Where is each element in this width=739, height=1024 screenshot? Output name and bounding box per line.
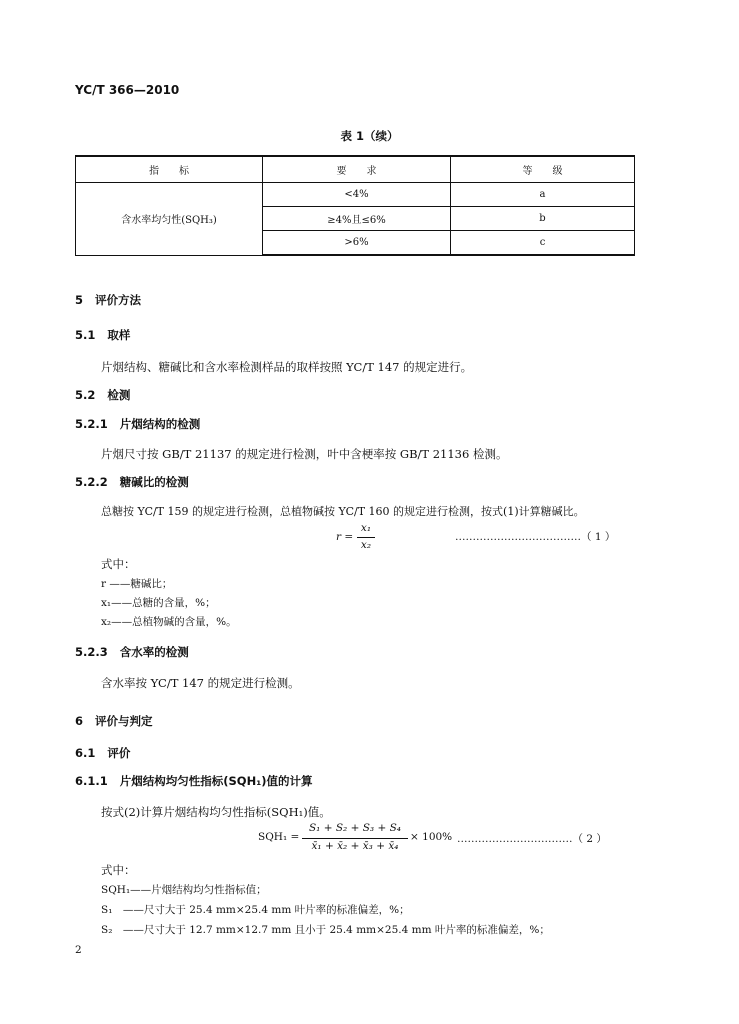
section-title: 评价 [107, 746, 131, 760]
section-title: 取样 [107, 328, 131, 342]
section-5-2-3-text: 含水率按 YC/T 147 的规定进行检测。 [101, 676, 300, 690]
section-title: 检测 [107, 388, 131, 402]
column-header-grade: 等 级 [451, 156, 635, 183]
section-number: 5 [75, 293, 84, 307]
formula-2-numerator: S₁ + S₂ + S₃ + S₄ [308, 822, 402, 834]
section-number: 6.1 [75, 746, 96, 760]
section-number: 5.2.3 [75, 645, 108, 659]
requirement-cell: <4% [263, 183, 451, 207]
table-caption: 表 1（续） [340, 129, 399, 143]
formula-1-numerator: x₁ [360, 522, 372, 534]
section-5-heading [75, 292, 141, 308]
requirement-cell: >6% [263, 231, 451, 256]
table-row [76, 183, 635, 207]
grade-cell: a [451, 183, 635, 207]
page-number: 2 [75, 944, 82, 956]
formula-1-lhs: r = [336, 531, 354, 543]
definition-item: S₂ ——尺寸大于 12.7 mm×12.7 mm 且小于 25.4 mm×25.4 mm 叶片率的标准偏差，%； [101, 924, 550, 936]
section-5-1-text: 片烟结构、糖碱比和含水率检测样品的取样按照 YC/T 147 的规定进行。 [101, 360, 473, 374]
definition-item: x₂——总植物碱的含量，%。 [101, 616, 237, 628]
section-number: 5.1 [75, 328, 96, 342]
column-header-requirement: 要 求 [263, 156, 451, 183]
section-number: 5.2.1 [75, 417, 108, 431]
section-5-2-1-text: 片烟尺寸按 GB/T 21137 的规定进行检测，叶中含梗率按 GB/T 21136 检测。 [101, 447, 508, 461]
formula-2-denominator: x̄₁ + x̄₂ + x̄₃ + x̄₄ [311, 840, 399, 852]
formula-2-number: ……………………………（ 2 ） [457, 833, 607, 845]
definition-item: S₁ ——尺寸大于 25.4 mm×25.4 mm 叶片率的标准偏差，%； [101, 904, 410, 916]
section-title: 片烟结构的检测 [119, 417, 201, 431]
requirements-table [75, 155, 635, 256]
definition-item: r ——糖碱比； [101, 578, 173, 590]
section-6-heading [75, 713, 153, 729]
section-5-2-2-text: 总糖按 YC/T 159 的规定进行检测，总植物碱按 YC/T 160 的规定进行检测，按式(1)计算糖碱比。 [101, 505, 585, 518]
section-6-1-1-text: 按式(2)计算片烟结构均匀性指标(SQH₁)值。 [101, 805, 331, 819]
column-header-indicator: 指 标 [76, 156, 263, 183]
section-5-2-1-heading [75, 416, 200, 432]
indicator-cell: 含水率均匀性(SQH₃) [76, 183, 263, 256]
section-number: 5.2.2 [75, 475, 108, 489]
definition-item: SQH₁——片烟结构均匀性指标值； [101, 884, 267, 896]
requirement-cell: ≥4%且≤6% [263, 207, 451, 231]
section-number: 6 [75, 714, 84, 728]
formula-1-denominator: x₂ [360, 539, 372, 551]
formula-2-tail: × 100% [410, 831, 453, 843]
formula-1-number: ………………………………（ 1 ） [455, 531, 616, 543]
section-6-1-heading [75, 745, 130, 761]
section-5-1-heading [75, 327, 130, 343]
where-label: 式中： [101, 557, 136, 571]
grade-cell: c [451, 231, 635, 256]
section-6-1-1-heading [75, 773, 313, 789]
formula-2-lhs: SQH₁ = [258, 831, 300, 843]
section-title: 含水率的检测 [119, 645, 189, 659]
section-number: 6.1.1 [75, 774, 108, 788]
grade-cell: b [451, 207, 635, 231]
document-code: YC/T 366—2010 [75, 83, 180, 97]
section-5-2-3-heading [75, 644, 189, 660]
section-number: 5.2 [75, 388, 96, 402]
section-5-2-heading [75, 387, 130, 403]
where-label: 式中： [101, 863, 136, 877]
section-5-2-2-heading [75, 474, 189, 490]
section-title: 片烟结构均匀性指标(SQH₁)值的计算 [119, 774, 313, 788]
section-title: 评价方法 [95, 293, 142, 307]
section-title: 评价与判定 [95, 714, 153, 728]
section-title: 糖碱比的检测 [119, 475, 189, 489]
fraction-bar [302, 838, 408, 839]
definition-item: x₁——总糖的含量，%； [101, 597, 216, 609]
fraction-bar [357, 537, 375, 538]
